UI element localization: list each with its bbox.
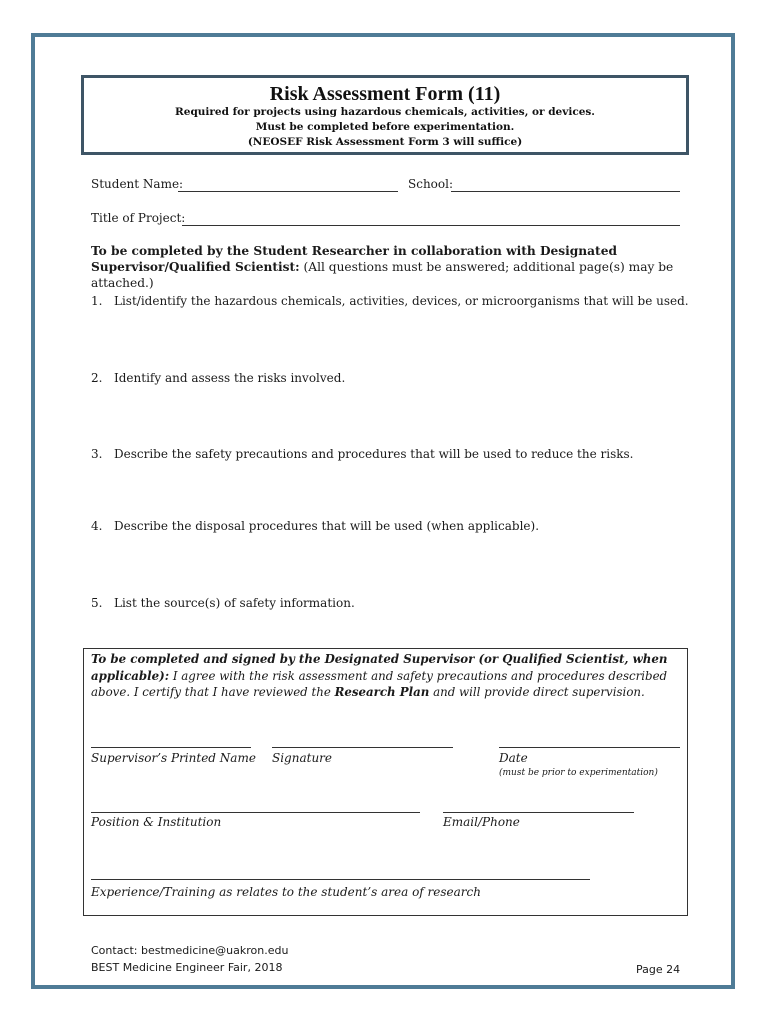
experience-training-field[interactable] — [91, 879, 590, 880]
question-text: Describe the disposal procedures that will be used (when applicable). — [114, 519, 540, 533]
question-number: 3. — [91, 447, 103, 461]
signature-field[interactable] — [272, 747, 453, 748]
question-text: Identify and assess the risks involved. — [114, 371, 346, 385]
position-institution-field[interactable] — [91, 812, 420, 813]
question-1 — [91, 294, 689, 308]
header-requirement: Required for projects using hazardous chemicals, activities, or devices. — [175, 106, 595, 118]
supervisor-statement-end: and will provide direct supervision. — [429, 685, 645, 699]
question-number: 2. — [91, 371, 103, 385]
supervisor-statement-bold: To be completed and signed by the Designated Supervisor (or Qualified Scientist, when applicable): — [91, 652, 668, 683]
question-number: 5. — [91, 596, 103, 610]
printed-name-label: Supervisor’s Printed Name — [91, 751, 256, 765]
research-plan-term: Research Plan — [334, 685, 430, 699]
question-number: 4. — [91, 519, 103, 533]
question-number: 1. — [91, 294, 103, 308]
email-phone-field[interactable] — [443, 812, 634, 813]
school-field[interactable] — [451, 191, 680, 192]
date-field[interactable] — [499, 747, 680, 748]
email-phone-label: Email/Phone — [443, 815, 520, 829]
project-title-label: Title of Project: — [91, 211, 186, 225]
instructions — [91, 243, 681, 291]
instructions-text: (All questions must be answered; additional page(s) may be attached.) — [91, 260, 674, 290]
printed-name-field[interactable] — [91, 747, 251, 748]
header-note: (NEOSEF Risk Assessment Form 3 will suffice) — [247, 136, 523, 148]
position-institution-label: Position & Institution — [91, 815, 222, 829]
question-2 — [91, 371, 345, 385]
question-5 — [91, 596, 355, 610]
page-number: Page 24 — [636, 963, 681, 976]
question-text: List the source(s) of safety information. — [114, 596, 355, 610]
instructions-bold: To be completed by the Student Researcher in collaboration with Designated Supervisor/Qualified Scientist: — [91, 244, 617, 274]
supervisor-statement-text: I agree with the risk assessment and safety precautions and procedures described above. I certify that I have reviewed the — [91, 668, 668, 699]
student-name-label: Student Name: — [91, 177, 184, 191]
form-header — [81, 75, 689, 155]
question-text: List/identify the hazardous chemicals, activities, devices, or microorganisms that will be used. — [114, 294, 689, 308]
question-text: Describe the safety precautions and procedures that will be used to reduce the risks. — [114, 447, 634, 461]
question-4 — [91, 519, 539, 533]
project-title-field[interactable] — [182, 225, 680, 226]
form-title: Risk Assessment Form (11) — [269, 83, 501, 105]
footer-fair: BEST Medicine Engineer Fair, 2018 — [91, 961, 283, 974]
supervisor-statement — [91, 651, 681, 701]
question-3 — [91, 447, 634, 461]
school-label: School: — [408, 177, 453, 191]
student-name-field[interactable] — [178, 191, 398, 192]
footer-contact: Contact: bestmedicine@uakron.edu — [91, 944, 289, 957]
signature-label: Signature — [272, 751, 333, 765]
date-note: (must be prior to experimentation) — [499, 768, 658, 778]
experience-training-label: Experience/Training as relates to the student’s area of research — [91, 885, 481, 899]
header-timing: Must be completed before experimentation. — [255, 121, 515, 133]
date-label: Date — [499, 751, 528, 765]
